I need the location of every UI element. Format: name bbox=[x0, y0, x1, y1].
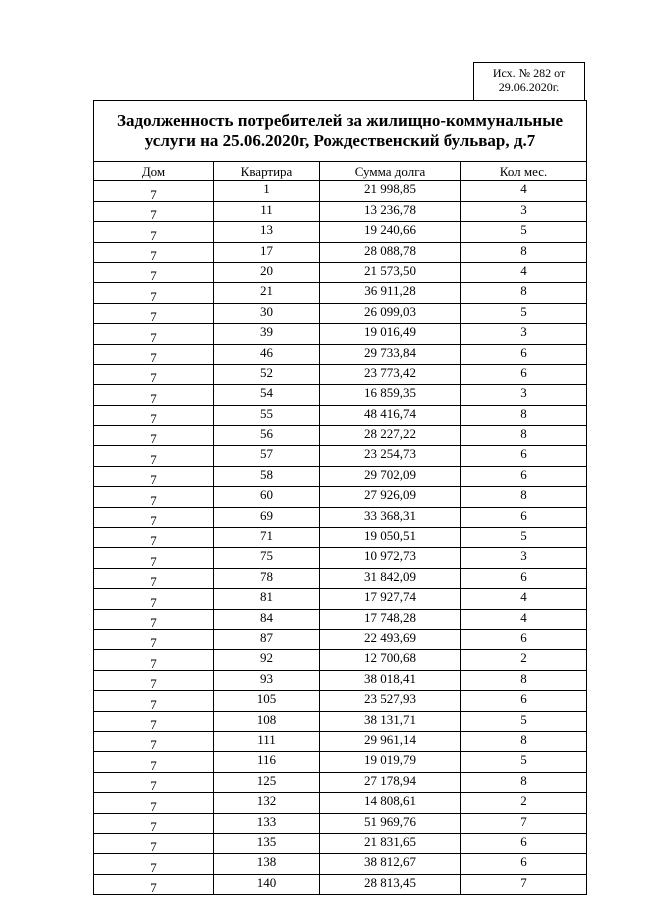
cell-debt: 16 859,35 bbox=[320, 385, 461, 405]
cell-flat: 135 bbox=[214, 833, 320, 853]
cell-months: 6 bbox=[461, 446, 587, 466]
outgoing-reference-box bbox=[473, 62, 585, 100]
table-row bbox=[94, 242, 587, 262]
cell-flat: 1 bbox=[214, 181, 320, 201]
cell-months: 4 bbox=[461, 262, 587, 282]
table-row bbox=[94, 405, 587, 425]
cell-debt: 29 702,09 bbox=[320, 466, 461, 486]
cell-flat: 92 bbox=[214, 650, 320, 670]
cell-months: 6 bbox=[461, 691, 587, 711]
cell-debt: 27 926,09 bbox=[320, 487, 461, 507]
table-row bbox=[94, 303, 587, 323]
table-row bbox=[94, 568, 587, 588]
cell-house: 7 bbox=[94, 691, 214, 711]
cell-debt: 14 808,61 bbox=[320, 793, 461, 813]
cell-months: 7 bbox=[461, 813, 587, 833]
cell-house: 7 bbox=[94, 589, 214, 609]
cell-flat: 54 bbox=[214, 385, 320, 405]
title-line-2: услуги на 25.06.2020г, Рождественский бульвар, д.7 bbox=[144, 131, 536, 150]
cell-house: 7 bbox=[94, 283, 214, 303]
cell-flat: 17 bbox=[214, 242, 320, 262]
cell-flat: 132 bbox=[214, 793, 320, 813]
cell-house: 7 bbox=[94, 201, 214, 221]
table-row bbox=[94, 813, 587, 833]
cell-house: 7 bbox=[94, 772, 214, 792]
cell-months: 8 bbox=[461, 731, 587, 751]
cell-debt: 29 961,14 bbox=[320, 731, 461, 751]
cell-flat: 30 bbox=[214, 303, 320, 323]
table-row bbox=[94, 793, 587, 813]
table-row bbox=[94, 752, 587, 772]
cell-debt: 36 911,28 bbox=[320, 283, 461, 303]
cell-house: 7 bbox=[94, 262, 214, 282]
cell-debt: 26 099,03 bbox=[320, 303, 461, 323]
cell-months: 4 bbox=[461, 609, 587, 629]
cell-house: 7 bbox=[94, 364, 214, 384]
cell-months: 4 bbox=[461, 181, 587, 201]
cell-flat: 60 bbox=[214, 487, 320, 507]
cell-debt: 10 972,73 bbox=[320, 548, 461, 568]
cell-house: 7 bbox=[94, 609, 214, 629]
cell-debt: 28 088,78 bbox=[320, 242, 461, 262]
cell-months: 8 bbox=[461, 670, 587, 690]
column-header-house: Дом bbox=[94, 162, 214, 181]
cell-house: 7 bbox=[94, 324, 214, 344]
cell-months: 8 bbox=[461, 283, 587, 303]
table-row bbox=[94, 711, 587, 731]
cell-house: 7 bbox=[94, 854, 214, 874]
cell-months: 4 bbox=[461, 589, 587, 609]
cell-flat: 78 bbox=[214, 568, 320, 588]
table-row bbox=[94, 324, 587, 344]
cell-debt: 23 254,73 bbox=[320, 446, 461, 466]
cell-months: 5 bbox=[461, 711, 587, 731]
cell-debt: 27 178,94 bbox=[320, 772, 461, 792]
table-row bbox=[94, 691, 587, 711]
cell-months: 3 bbox=[461, 324, 587, 344]
cell-flat: 133 bbox=[214, 813, 320, 833]
cell-flat: 75 bbox=[214, 548, 320, 568]
column-header-debt: Сумма долга bbox=[320, 162, 461, 181]
cell-flat: 52 bbox=[214, 364, 320, 384]
cell-house: 7 bbox=[94, 426, 214, 446]
table-row bbox=[94, 650, 587, 670]
cell-months: 6 bbox=[461, 854, 587, 874]
cell-flat: 125 bbox=[214, 772, 320, 792]
cell-flat: 111 bbox=[214, 731, 320, 751]
debt-table bbox=[93, 100, 587, 895]
table-row bbox=[94, 222, 587, 242]
cell-flat: 39 bbox=[214, 324, 320, 344]
cell-months: 6 bbox=[461, 364, 587, 384]
cell-debt: 29 733,84 bbox=[320, 344, 461, 364]
cell-months: 6 bbox=[461, 466, 587, 486]
table-row bbox=[94, 874, 587, 894]
cell-months: 5 bbox=[461, 222, 587, 242]
cell-house: 7 bbox=[94, 242, 214, 262]
table-row bbox=[94, 201, 587, 221]
cell-debt: 38 131,71 bbox=[320, 711, 461, 731]
cell-debt: 21 998,85 bbox=[320, 181, 461, 201]
table-row bbox=[94, 548, 587, 568]
cell-house: 7 bbox=[94, 487, 214, 507]
cell-debt: 12 700,68 bbox=[320, 650, 461, 670]
cell-months: 8 bbox=[461, 487, 587, 507]
cell-debt: 38 018,41 bbox=[320, 670, 461, 690]
cell-house: 7 bbox=[94, 752, 214, 772]
table-row bbox=[94, 283, 587, 303]
cell-flat: 87 bbox=[214, 629, 320, 649]
cell-flat: 56 bbox=[214, 426, 320, 446]
cell-flat: 116 bbox=[214, 752, 320, 772]
table-row bbox=[94, 364, 587, 384]
cell-house: 7 bbox=[94, 466, 214, 486]
table-row bbox=[94, 833, 587, 853]
cell-months: 2 bbox=[461, 793, 587, 813]
table-row bbox=[94, 528, 587, 548]
cell-months: 6 bbox=[461, 344, 587, 364]
cell-months: 6 bbox=[461, 568, 587, 588]
table-row bbox=[94, 629, 587, 649]
cell-months: 8 bbox=[461, 772, 587, 792]
cell-debt: 28 813,45 bbox=[320, 874, 461, 894]
title-line-1: Задолженность потребителей за жилищно-коммунальные bbox=[117, 111, 564, 130]
table-body bbox=[94, 181, 587, 895]
cell-flat: 21 bbox=[214, 283, 320, 303]
cell-house: 7 bbox=[94, 446, 214, 466]
cell-house: 7 bbox=[94, 813, 214, 833]
table-row bbox=[94, 466, 587, 486]
cell-flat: 71 bbox=[214, 528, 320, 548]
cell-flat: 55 bbox=[214, 405, 320, 425]
cell-debt: 19 016,49 bbox=[320, 324, 461, 344]
cell-debt: 19 240,66 bbox=[320, 222, 461, 242]
cell-house: 7 bbox=[94, 650, 214, 670]
table-row bbox=[94, 772, 587, 792]
cell-debt: 51 969,76 bbox=[320, 813, 461, 833]
cell-flat: 108 bbox=[214, 711, 320, 731]
cell-house: 7 bbox=[94, 629, 214, 649]
table-row bbox=[94, 854, 587, 874]
cell-months: 8 bbox=[461, 405, 587, 425]
table-row bbox=[94, 181, 587, 201]
cell-flat: 13 bbox=[214, 222, 320, 242]
table-row bbox=[94, 262, 587, 282]
cell-months: 6 bbox=[461, 507, 587, 527]
cell-house: 7 bbox=[94, 344, 214, 364]
cell-debt: 33 368,31 bbox=[320, 507, 461, 527]
cell-months: 3 bbox=[461, 201, 587, 221]
cell-months: 8 bbox=[461, 242, 587, 262]
cell-months: 7 bbox=[461, 874, 587, 894]
cell-months: 5 bbox=[461, 303, 587, 323]
cell-flat: 11 bbox=[214, 201, 320, 221]
cell-months: 5 bbox=[461, 528, 587, 548]
cell-house: 7 bbox=[94, 528, 214, 548]
table-row bbox=[94, 426, 587, 446]
cell-months: 6 bbox=[461, 833, 587, 853]
cell-months: 6 bbox=[461, 629, 587, 649]
cell-flat: 20 bbox=[214, 262, 320, 282]
cell-debt: 23 527,93 bbox=[320, 691, 461, 711]
cell-house: 7 bbox=[94, 711, 214, 731]
cell-months: 3 bbox=[461, 385, 587, 405]
cell-house: 7 bbox=[94, 303, 214, 323]
document-title bbox=[94, 101, 587, 162]
cell-flat: 81 bbox=[214, 589, 320, 609]
cell-flat: 140 bbox=[214, 874, 320, 894]
table-row bbox=[94, 731, 587, 751]
cell-debt: 19 019,79 bbox=[320, 752, 461, 772]
cell-months: 3 bbox=[461, 548, 587, 568]
cell-debt: 17 927,74 bbox=[320, 589, 461, 609]
table-row bbox=[94, 344, 587, 364]
cell-flat: 105 bbox=[214, 691, 320, 711]
cell-debt: 23 773,42 bbox=[320, 364, 461, 384]
cell-debt: 28 227,22 bbox=[320, 426, 461, 446]
cell-debt: 13 236,78 bbox=[320, 201, 461, 221]
cell-flat: 138 bbox=[214, 854, 320, 874]
column-header-row bbox=[94, 162, 587, 181]
table-row bbox=[94, 385, 587, 405]
cell-house: 7 bbox=[94, 405, 214, 425]
cell-flat: 57 bbox=[214, 446, 320, 466]
table-row bbox=[94, 507, 587, 527]
cell-house: 7 bbox=[94, 548, 214, 568]
table-row bbox=[94, 670, 587, 690]
cell-house: 7 bbox=[94, 874, 214, 894]
cell-debt: 38 812,67 bbox=[320, 854, 461, 874]
cell-house: 7 bbox=[94, 670, 214, 690]
cell-debt: 21 831,65 bbox=[320, 833, 461, 853]
cell-debt: 31 842,09 bbox=[320, 568, 461, 588]
cell-house: 7 bbox=[94, 181, 214, 201]
cell-debt: 19 050,51 bbox=[320, 528, 461, 548]
cell-months: 5 bbox=[461, 752, 587, 772]
table-row bbox=[94, 589, 587, 609]
cell-house: 7 bbox=[94, 222, 214, 242]
reference-date: 29.06.2020г. bbox=[498, 80, 560, 94]
cell-flat: 46 bbox=[214, 344, 320, 364]
table-row bbox=[94, 487, 587, 507]
cell-flat: 58 bbox=[214, 466, 320, 486]
cell-flat: 84 bbox=[214, 609, 320, 629]
reference-number: Исх. № 282 от bbox=[492, 66, 566, 80]
cell-house: 7 bbox=[94, 385, 214, 405]
cell-debt: 48 416,74 bbox=[320, 405, 461, 425]
table-row bbox=[94, 609, 587, 629]
cell-debt: 21 573,50 bbox=[320, 262, 461, 282]
cell-debt: 17 748,28 bbox=[320, 609, 461, 629]
table-row bbox=[94, 446, 587, 466]
cell-flat: 69 bbox=[214, 507, 320, 527]
cell-house: 7 bbox=[94, 793, 214, 813]
cell-house: 7 bbox=[94, 568, 214, 588]
cell-months: 8 bbox=[461, 426, 587, 446]
cell-house: 7 bbox=[94, 731, 214, 751]
cell-house: 7 bbox=[94, 507, 214, 527]
cell-flat: 93 bbox=[214, 670, 320, 690]
cell-house: 7 bbox=[94, 833, 214, 853]
column-header-months: Кол мес. bbox=[461, 162, 587, 181]
cell-months: 2 bbox=[461, 650, 587, 670]
cell-debt: 22 493,69 bbox=[320, 629, 461, 649]
column-header-flat: Квартира bbox=[214, 162, 320, 181]
